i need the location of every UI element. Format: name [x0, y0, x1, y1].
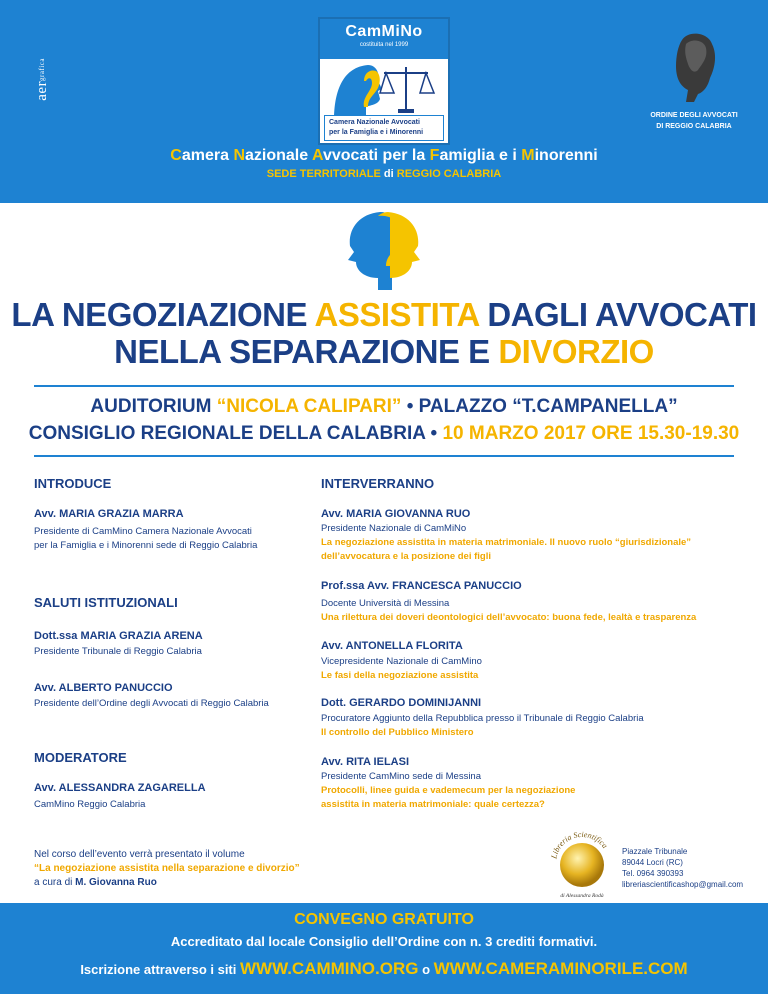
sede-territoriale: SEDE TERRITORIALE di REGGIO CALABRIA	[266, 168, 502, 180]
section-saluti: SALUTI ISTITUZIONALI	[34, 595, 178, 610]
logo-caption: Camera Nazionale Avvocati per la Famiglia e i Minorenni	[324, 115, 444, 141]
speaker-role: Presidente di CamMino Camera Nazionale Avvocati per la Famiglia e i Minorenni sede di Reggio Calabria	[34, 526, 258, 551]
cameraminorile-link[interactable]: WWW.CAMERAMINORILE.COM	[433, 959, 688, 978]
headline: LA NEGOZIAZIONE ASSISTITA DAGLI AVVOCATI NELLA SEPARAZIONE E DIVORZIO	[11, 296, 757, 370]
svg-text:di Alessandra Rodà: di Alessandra Rodà	[560, 893, 604, 899]
speaker-name: Prof.ssa Avv. FRANCESCA PANUCCIO	[321, 580, 522, 592]
speaker-topic: La negoziazione assistita in materia matrimoniale. Il nuovo ruolo “giurisdizionale” dell’avvocatura e la posizione dei figli	[321, 537, 692, 562]
svg-text:Libreria Scientifica: Libreria Scientifica	[549, 829, 610, 860]
libreria-address: Piazzale Tribunale 89044 Locri (RC) Tel. 0964 390393 libreriascientificashop@gmail.com	[622, 847, 744, 889]
camera-title: Camera Nazionale Avvocati per la Famiglia e i Minorenni	[170, 147, 598, 164]
speaker-name: Avv. ALESSANDRA ZAGARELLA	[34, 782, 206, 794]
speaker-name: Avv. ANTONELLA FLORITA	[321, 640, 463, 652]
speaker-name: Avv. MARIA GRAZIA MARRA	[34, 508, 184, 520]
aer-grafica-label: aergrafica	[34, 58, 50, 101]
divider	[34, 455, 734, 457]
cammino-link[interactable]: WWW.CAMMINO.ORG	[240, 959, 419, 978]
speaker-role: Presidente Tribunale di Reggio Calabria	[34, 646, 202, 657]
venue-line-1: AUDITORIUM “NICOLA CALIPARI” • PALAZZO “T.CAMPANELLA”	[90, 396, 678, 417]
book-announcement: Nel corso dell’evento verrà presentato il volume “La negoziazione assistita nella separazione e divorzio” a cura di M. Giovanna Ruo	[34, 849, 300, 888]
speaker-name: Dott. GERARDO DOMINIJANNI	[321, 697, 482, 709]
credits-note: Accreditato dal locale Consiglio dell’Ordine con n. 3 crediti formativi.	[170, 934, 598, 949]
speaker-role: Presidente Nazionale di CamMiNo	[321, 523, 467, 534]
cammino-logo	[318, 17, 450, 145]
section-moderatore: MODERATORE	[34, 750, 127, 765]
ordine-avvocati-label: ORDINE DEGLI AVVOCATI DI REGGIO CALABRIA	[650, 112, 738, 130]
logo-founded: costituita nel 1999	[359, 42, 409, 48]
speaker-topic: Il controllo del Pubblico Ministero	[321, 727, 474, 738]
speaker-topic: Le fasi della negoziazione assistita	[321, 670, 479, 681]
speaker-role: Procuratore Aggiunto della Repubblica presso il Tribunale di Reggio Calabria	[321, 713, 644, 724]
speaker-topic: Protocolli, linee guida e vademecum per la negoziazione assistita in materia matrimoniale: quale certezza?	[321, 785, 576, 810]
logo-name: CamMiNo	[345, 23, 423, 40]
section-interverranno: INTERVERRANNO	[321, 476, 435, 491]
speaker-role: CamMino Reggio Calabria	[34, 799, 146, 810]
speaker-role: Presidente dell’Ordine degli Avvocati di Reggio Calabria	[34, 698, 269, 709]
statue-head-icon	[668, 30, 720, 102]
venue-line-2: CONSIGLIO REGIONALE DELLA CALABRIA • 10 MARZO 2017 ORE 15.30-19.30	[28, 423, 740, 444]
speaker-topic: Una rilettura dei doveri deontologici dell’avvocato: buona fede, lealtà e trasparenza	[321, 612, 697, 623]
speaker-role: Vicepresidente Nazionale di CamMino	[321, 656, 482, 667]
speaker-name: Dott.ssa MARIA GRAZIA ARENA	[34, 630, 203, 642]
scales-icon	[324, 59, 444, 121]
speaker-role: Presidente CamMino sede di Messina	[321, 771, 481, 782]
section-introduce: INTRODUCE	[34, 476, 112, 491]
heads-question-icon	[334, 208, 434, 290]
speaker-role: Docente Università di Messina	[321, 598, 450, 609]
speaker-name: Avv. RITA IELASI	[321, 756, 410, 768]
speaker-name: Avv. ALBERTO PANUCCIO	[34, 682, 173, 694]
speaker-name: Avv. MARIA GIOVANNA RUO	[321, 508, 471, 520]
signup-line: Iscrizione attraverso i siti WWW.CAMMINO.ORG o WWW.CAMERAMINORILE.COM	[80, 959, 688, 978]
convegno-gratuito: CONVEGNO GRATUITO	[294, 911, 474, 928]
libreria-globe-logo	[546, 827, 618, 899]
divider	[34, 385, 734, 387]
